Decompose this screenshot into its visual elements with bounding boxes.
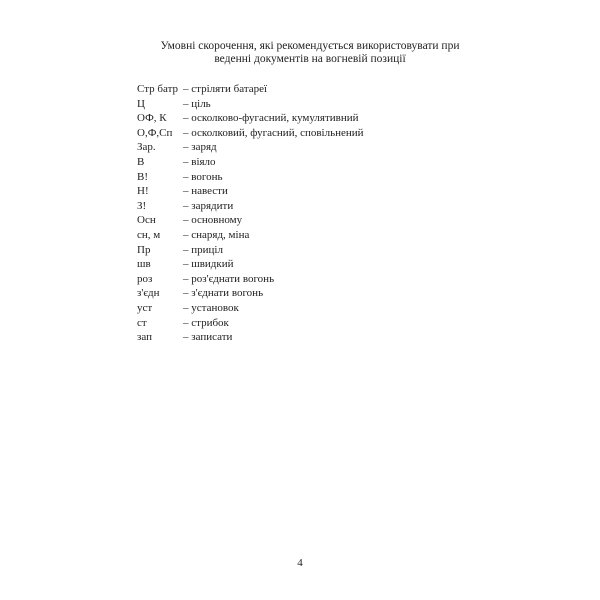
abbreviation-meaning: – стріляти батареї — [183, 83, 268, 95]
abbreviation-meaning: – швидкий — [183, 258, 234, 271]
abbreviation: О,Ф,Сп — [137, 126, 173, 139]
list-item — [137, 228, 457, 243]
list-item — [137, 316, 457, 331]
abbreviation-meaning: – навести — [183, 185, 228, 198]
list-item — [137, 155, 457, 170]
title-line-1: Умовні скорочення, які рекомендується використовувати при — [160, 40, 460, 52]
abbreviation: В — [137, 155, 145, 168]
abbreviation-meaning: – снаряд, міна — [183, 228, 250, 241]
list-item — [137, 184, 457, 199]
abbreviation-meaning: – установок — [183, 301, 239, 314]
list-item — [137, 170, 457, 185]
list-item — [137, 257, 457, 272]
page-number: 4 — [297, 557, 303, 569]
abbreviation-meaning: – основному — [183, 214, 243, 227]
list-item — [137, 82, 457, 97]
list-item — [137, 286, 457, 301]
abbreviation: шв — [137, 258, 151, 271]
abbreviation-list — [137, 82, 457, 345]
abbreviation: В! — [137, 170, 148, 183]
abbreviation: уст — [137, 301, 153, 314]
abbreviation: з'єдн — [137, 287, 160, 300]
abbreviation: зап — [137, 331, 152, 344]
abbreviation-meaning: – зарядити — [183, 199, 234, 212]
list-item — [137, 243, 457, 258]
list-item — [137, 126, 457, 141]
abbreviation-meaning: – записати — [183, 331, 233, 344]
abbreviation-meaning: – приціл — [183, 243, 223, 256]
abbreviation-meaning: – осколковий, фугасний, сповільнений — [183, 126, 364, 139]
abbreviation-meaning: – віяло — [183, 155, 216, 168]
abbreviation-meaning: – ціль — [183, 97, 211, 110]
abbreviation: Н! — [137, 185, 149, 198]
abbreviation: сн, м — [137, 228, 161, 241]
abbreviation: Пр — [137, 243, 151, 256]
abbreviation: З! — [137, 199, 147, 212]
list-item — [137, 97, 457, 112]
abbreviation: роз — [137, 272, 153, 285]
abbreviation-meaning: – стрибок — [183, 316, 229, 329]
abbreviation: ОФ, К — [137, 112, 167, 125]
abbreviation: ст — [137, 316, 147, 329]
list-item — [137, 140, 457, 155]
title-line-2: веденні документів на вогневій позиції — [214, 53, 406, 65]
list-item — [137, 213, 457, 228]
list-item — [137, 199, 457, 214]
abbreviation: Стр батр — [137, 83, 179, 95]
abbreviation: Ц — [137, 97, 145, 110]
abbreviation-meaning: – заряд — [183, 141, 217, 154]
abbreviation-meaning: – роз'єднати вогонь — [183, 272, 275, 285]
list-item — [137, 330, 457, 345]
abbreviation-meaning: – вогонь — [183, 170, 223, 183]
abbreviation: Осн — [137, 214, 156, 227]
list-item — [137, 301, 457, 316]
list-item — [137, 272, 457, 287]
abbreviation-meaning: – осколково-фугасний, кумулятивний — [183, 112, 359, 125]
page-title — [150, 40, 470, 66]
list-item — [137, 111, 457, 126]
abbreviation: Зар. — [137, 141, 156, 154]
abbreviation-meaning: – з'єднати вогонь — [183, 287, 264, 300]
